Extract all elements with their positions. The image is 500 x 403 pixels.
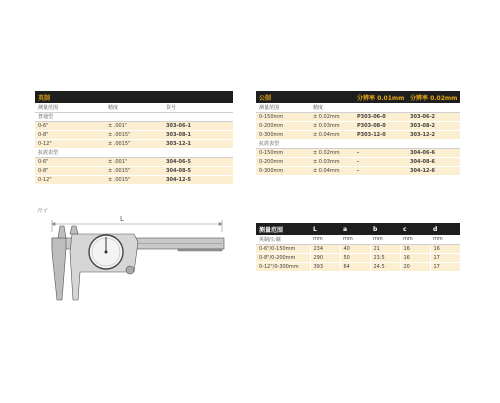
code-cell: 304-08-5 xyxy=(163,166,233,175)
code-cell: P303-12-0 xyxy=(354,130,407,139)
column-header-c: c xyxy=(400,223,430,235)
range-cell: 0-6" xyxy=(35,157,105,166)
value-cell: 17 xyxy=(430,253,460,262)
imperial-column-headers xyxy=(35,103,233,112)
caliper-diagram xyxy=(38,212,228,308)
table-row xyxy=(256,130,460,139)
code-cell: 304-08-6 xyxy=(407,157,460,166)
table-row xyxy=(35,130,233,139)
column-header-accuracy: 精度 xyxy=(105,103,163,112)
code-cell: 303-06-2 xyxy=(407,112,460,121)
code-cell: 303-12-1 xyxy=(163,139,233,148)
column-header-code-001 xyxy=(354,103,407,112)
dimensions-unit-row xyxy=(256,235,460,244)
table-row xyxy=(35,157,233,166)
imperial-group-shockproof xyxy=(35,148,233,157)
fixed-jaw xyxy=(52,238,66,300)
accuracy-cell: ± 0.03mm xyxy=(310,157,354,166)
value-cell: 234 xyxy=(310,244,340,253)
accuracy-cell: ± 0.02mm xyxy=(310,112,354,121)
code-cell: 304-06-5 xyxy=(163,157,233,166)
accuracy-cell: ± .0015" xyxy=(105,175,163,184)
column-header-accuracy: 精度 xyxy=(310,103,354,112)
value-cell: 290 xyxy=(310,253,340,262)
accuracy-cell: ± .0015" xyxy=(105,139,163,148)
metric-column-headers xyxy=(256,103,460,112)
dimensions-table xyxy=(256,223,460,272)
table-row xyxy=(35,175,233,184)
range-cell: 0-300mm xyxy=(256,130,310,139)
code-cell: - xyxy=(354,166,407,175)
accuracy-cell: ± .0015" xyxy=(105,130,163,139)
metric-table xyxy=(256,91,460,176)
column-header-range: 测量范围 xyxy=(256,103,310,112)
accuracy-cell: ± 0.03mm xyxy=(310,121,354,130)
value-cell: 24.5 xyxy=(370,262,400,271)
table-row xyxy=(256,112,460,121)
code-cell: 304-06-6 xyxy=(407,148,460,157)
column-header-range: 测量范围 xyxy=(256,223,310,235)
code-cell: 303-06-1 xyxy=(163,121,233,130)
accuracy-cell: ± .001" xyxy=(105,121,163,130)
range-cell: 0-300mm xyxy=(256,166,310,175)
range-cell: 0-12"/0-300mm xyxy=(256,262,310,271)
unit-cell: mm xyxy=(310,235,340,244)
code-cell: - xyxy=(354,157,407,166)
accuracy-cell: ± .001" xyxy=(105,157,163,166)
unit-cell: mm xyxy=(400,235,430,244)
column-header-d: d xyxy=(430,223,460,235)
table-row xyxy=(256,262,460,271)
range-cell: 0-6"/0-150mm xyxy=(256,244,310,253)
code-cell: P303-08-0 xyxy=(354,121,407,130)
range-cell: 0-6" xyxy=(35,121,105,130)
unit-cell: 英制/公制 xyxy=(256,235,310,244)
resolution-001-label: 分辨率 0.01mm xyxy=(354,91,407,103)
range-cell: 0-8"/0-200mm xyxy=(256,253,310,262)
column-header-code-002 xyxy=(407,103,460,112)
depth-rod xyxy=(178,249,222,251)
range-cell: 0-12" xyxy=(35,175,105,184)
column-header-b: b xyxy=(370,223,400,235)
length-label: L xyxy=(120,215,124,223)
code-cell: 304-12-6 xyxy=(407,166,460,175)
imperial-table xyxy=(35,91,233,185)
code-cell: 303-08-2 xyxy=(407,121,460,130)
value-cell: 17 xyxy=(430,262,460,271)
table-row xyxy=(256,157,460,166)
range-cell: 0-150mm xyxy=(256,148,310,157)
accuracy-cell: ± 0.04mm xyxy=(310,166,354,175)
imperial-table-title: 英制 xyxy=(35,91,233,103)
column-header-code: 货号 xyxy=(163,103,233,112)
group-title: 抗震表型 xyxy=(35,148,233,157)
unit-cell: mm xyxy=(340,235,370,244)
value-cell: 40 xyxy=(340,244,370,253)
sliding-inside-jaw xyxy=(70,226,78,234)
range-cell: 0-200mm xyxy=(256,121,310,130)
dimensions-table-header xyxy=(256,223,460,235)
unit-cell: mm xyxy=(370,235,400,244)
value-cell: 23.5 xyxy=(370,253,400,262)
range-cell: 0-150mm xyxy=(256,112,310,121)
imperial-group-standard xyxy=(35,112,233,121)
group-title: 抗震表型 xyxy=(256,139,460,148)
metric-table-header xyxy=(256,91,460,103)
metric-group-shockproof xyxy=(256,139,460,148)
accuracy-cell: ± 0.02mm xyxy=(310,148,354,157)
unit-cell: mm xyxy=(430,235,460,244)
table-row xyxy=(256,148,460,157)
code-cell: 303-12-2 xyxy=(407,130,460,139)
column-header-a: a xyxy=(340,223,370,235)
range-cell: 0-8" xyxy=(35,130,105,139)
value-cell: 393 xyxy=(310,262,340,271)
fixed-inside-jaw xyxy=(58,226,66,238)
value-cell: 16 xyxy=(400,244,430,253)
code-cell: 303-08-1 xyxy=(163,130,233,139)
value-cell: 64 xyxy=(340,262,370,271)
table-row xyxy=(256,244,460,253)
metric-table-title: 公制 xyxy=(256,91,354,103)
value-cell: 20 xyxy=(400,262,430,271)
group-title: 普通型 xyxy=(35,112,233,121)
value-cell: 16 xyxy=(400,253,430,262)
table-row xyxy=(256,253,460,262)
length-dimension-line xyxy=(52,220,222,232)
table-row xyxy=(256,166,460,175)
code-cell: P303-06-0 xyxy=(354,112,407,121)
value-cell: 16 xyxy=(430,244,460,253)
column-header-L: L xyxy=(310,223,340,235)
value-cell: 50 xyxy=(340,253,370,262)
thumb-wheel xyxy=(126,266,134,274)
range-cell: 0-200mm xyxy=(256,157,310,166)
table-row xyxy=(35,139,233,148)
range-cell: 0-8" xyxy=(35,166,105,175)
table-row xyxy=(35,166,233,175)
accuracy-cell: ± .0015" xyxy=(105,166,163,175)
column-header-range: 测量范围 xyxy=(35,103,105,112)
imperial-table-header xyxy=(35,91,233,103)
code-cell: 304-12-5 xyxy=(163,175,233,184)
accuracy-cell: ± 0.04mm xyxy=(310,130,354,139)
range-cell: 0-12" xyxy=(35,139,105,148)
table-row xyxy=(35,121,233,130)
value-cell: 21 xyxy=(370,244,400,253)
dimensions-caption: 尺寸 xyxy=(37,208,48,214)
code-cell: - xyxy=(354,148,407,157)
table-row xyxy=(256,121,460,130)
resolution-002-label: 分辨率 0.02mm xyxy=(407,91,460,103)
